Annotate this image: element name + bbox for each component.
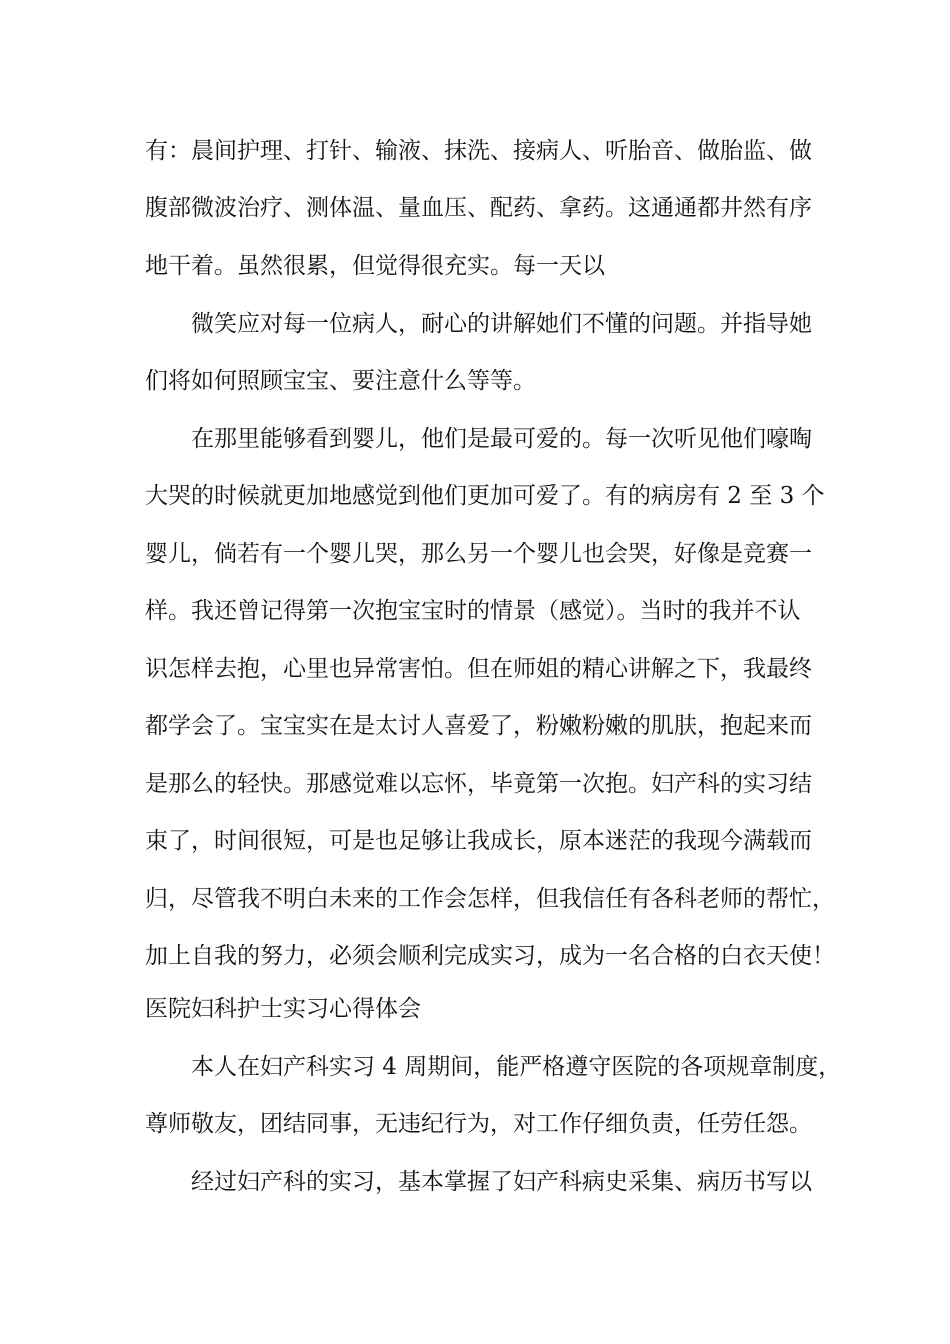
- text-line: 大哭的时候就更加地感觉到他们更加可爱了。有的病房有 2 至 3 个: [145, 483, 825, 509]
- text-line: 是那么的轻快。那感觉难以忘怀，毕竟第一次抱。妇产科的实习结: [145, 771, 812, 797]
- text-line: 们将如何照顾宝宝、要注意什么等等。: [145, 368, 536, 394]
- text-line: 尊师敬友，团结同事，无违纪行为，对工作仔细负责，任劳任怨。: [145, 1111, 812, 1137]
- paragraph-start-line: 经过妇产科的实习，基本掌握了妇产科病史采集、病历书写以: [191, 1169, 812, 1195]
- section-heading: 医院妇科护士实习心得体会: [145, 996, 421, 1022]
- paragraph-start-line: 在那里能够看到婴儿，他们是最可爱的。每一次听见他们嚎啕: [191, 426, 812, 452]
- text-line: 都学会了。宝宝实在是太讨人喜爱了，粉嫩粉嫩的肌肤，抱起来而: [145, 713, 812, 739]
- text-line: 束了，时间很短，可是也足够让我成长，原本迷茫的我现今满载而: [145, 828, 812, 854]
- text-line: 地干着。虽然很累，但觉得很充实。每一天以: [145, 253, 605, 279]
- text-line: 婴儿，倘若有一个婴儿哭，那么另一个婴儿也会哭，好像是竞赛一: [145, 541, 812, 567]
- paragraph-start-line: 微笑应对每一位病人，耐心的讲解她们不懂的问题。并指导她: [191, 311, 812, 337]
- text-line: 样。我还曾记得第一次抱宝宝时的情景（感觉）。当时的我并不认: [145, 598, 801, 624]
- paragraph-start-line: 本人在妇产科实习 4 周期间，能严格遵守医院的各项规章制度，: [191, 1054, 842, 1080]
- text-line: 有：晨间护理、打针、输液、抹洗、接病人、听胎音、做胎监、做: [145, 138, 812, 164]
- text-line: 识怎样去抱，心里也异常害怕。但在师姐的精心讲解之下，我最终: [145, 656, 812, 682]
- text-line: 归，尽管我不明白未来的工作会怎样，但我信任有各科老师的帮忙，: [145, 886, 835, 912]
- text-line: 加上自我的努力，必须会顺利完成实习，成为一名合格的白衣天使！: [145, 943, 835, 969]
- text-line: 腹部微波治疗、测体温、量血压、配药、拿药。这通通都井然有序: [145, 195, 812, 221]
